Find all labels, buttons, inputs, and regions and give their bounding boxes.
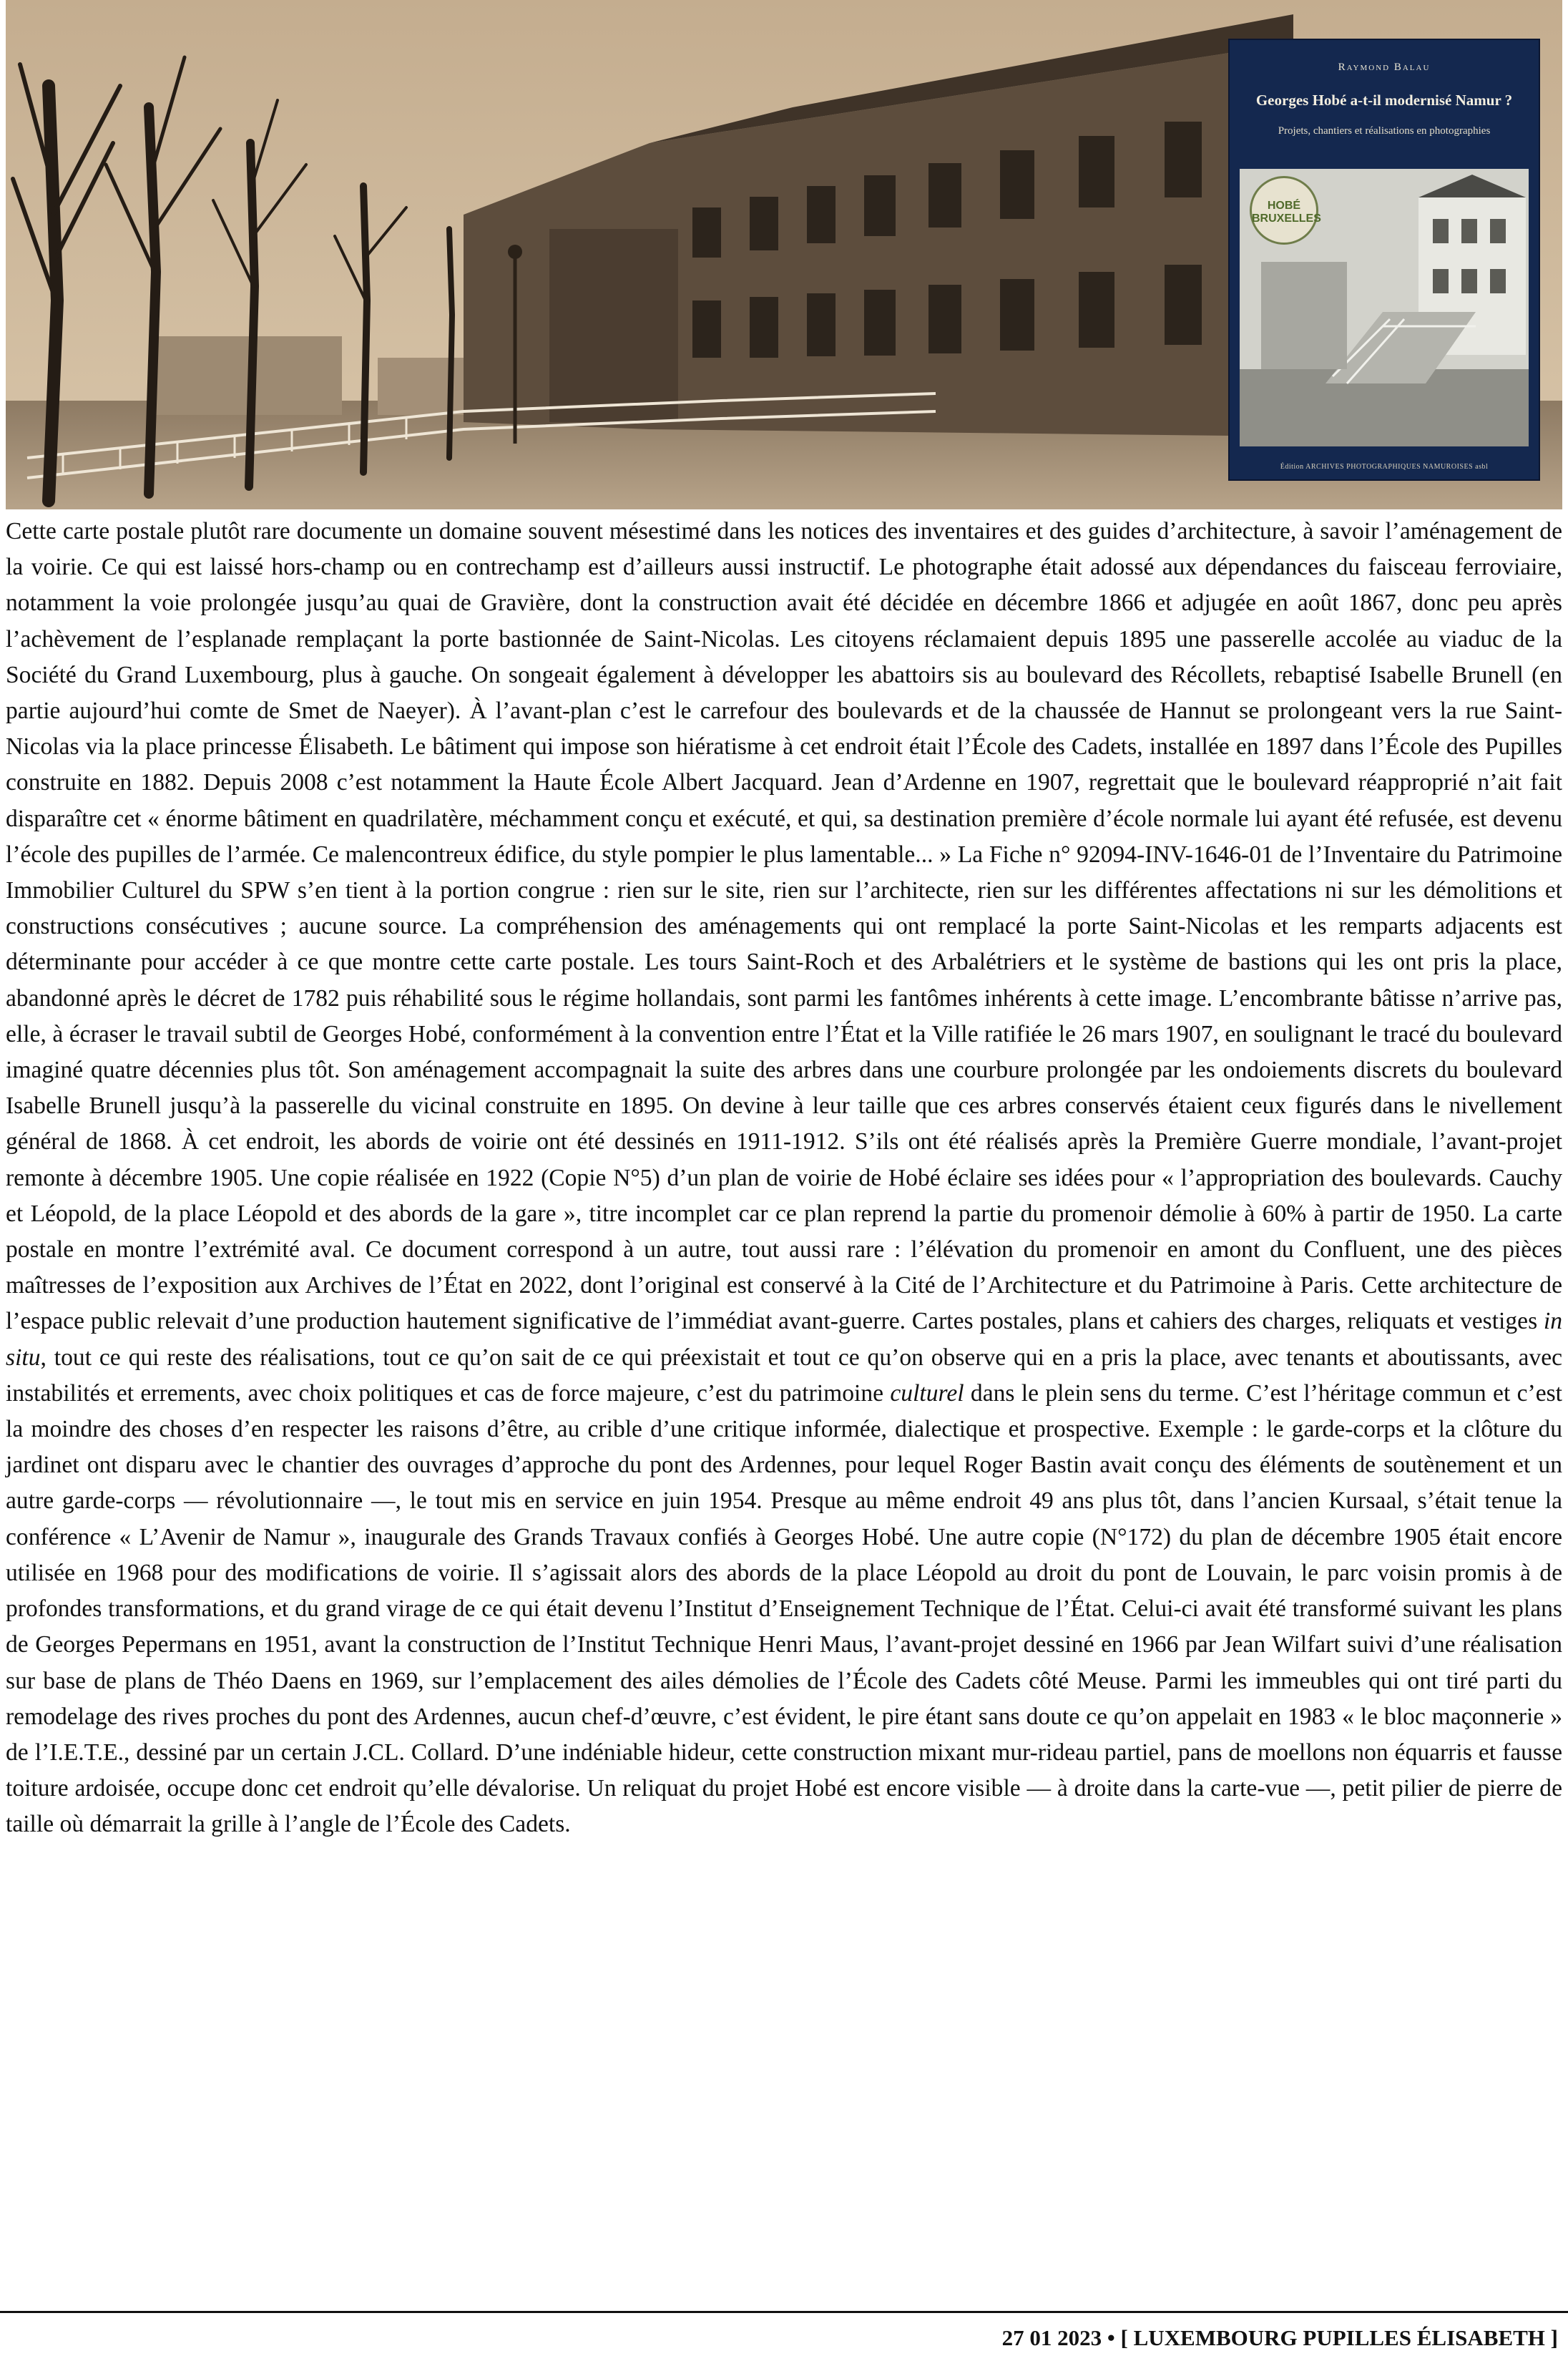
article-text-part-2: , tout ce qui reste des réalisations, tout ce qu’on sait de ce qui préexistait et tout ce qu’on observe qui en a pris la place, avec tenants et aboutissants, avec instabilités et errements, avec choix politiques et cas de force majeure, c’est du patrimoine bbox=[6, 1344, 1562, 1407]
article-text-part-3: dans le plein sens du terme. C’est l’héritage commun et c’est la moindre des choses d’en respecter les raisons d’être, au crible d’une critique informée, dialectique et prospective. Exemple : le garde-corps et la clôture du jardinet ont disparu avec le chantier des ouvrages d’approche du pont des Ardennes, pour lequel Roger Bastin avait conçu des éléments de soutènement et un autre garde-corps — révolutionnaire —, le tout mis en service en juin 1954. Presque au même endroit 49 ans plus tôt, dans l’ancien Kursaal, s’était tenue la conférence « L’Avenir de Namur », inaugurale des Grands Travaux confiés à Georges Hobé. Une autre copie (N°172) du plan de décembre 1905 était encore utilisée en 1968 pour des modifications de voirie. Il s’agissait alors des abords de la place Léopold au droit du pont de Louvain, le parc voisin promis à de profondes transformations, et du grand virage de ce qui était devenu l’Institut d’Enseignement Technique de l’État. Celui-ci avait été transformé suivant les plans de Georges Pepermans en 1951, avant la construction de l’Institut Technique Henri Maus, l’avant-projet dessiné en 1966 par Jean Wilfart suivi d’une réalisation sur base de plans de Théo Daens en 1969, sur l’emplacement des ailes démolies de l’École des Cadets côté Meuse. Parmi les immeubles qui ont tiré parti du remodelage des rives proches du pont des Ardennes, aucun chef-d’œuvre, c’est évident, le pire étant sans doute ce qu’on appelait en 1983 « le bloc maçonnerie » de l’I.E.T.E., dessiné par un certain J.CL. Collard. D’une indéniable hideur, cette construction mixant mur-rideau partiel, pans de moellons non équarris et fausse toiture ardoisée, occupe donc cet endroit qu’elle dévalorise. Un reliquat du projet Hobé est encore visible — à droite dans la carte-vue —, petit pilier de pierre de taille où démarrait la grille à l’angle de l’École des Cadets. bbox=[6, 1379, 1563, 1838]
article-emphasis-in-situ: in situ bbox=[6, 1308, 1562, 1371]
book-cover-photo bbox=[1240, 169, 1529, 446]
book-author: Raymond Balau bbox=[1338, 62, 1431, 73]
book-subtitle: Projets, chantiers et réalisations en photographies bbox=[1278, 125, 1491, 137]
article-paragraph bbox=[6, 514, 1562, 1843]
book-publisher: Édition ARCHIVES PHOTOGRAPHIQUES NAMUROISES asbl bbox=[1280, 463, 1489, 471]
postcard-photo bbox=[6, 0, 1562, 509]
article-text-part-1: Cette carte postale plutôt rare documente un domaine souvent mésestimé dans les notices des inventaires et des guides d’architecture, à savoir l’aménagement de la voirie. Ce qui est laissé hors-champ ou en contrechamp est d’ailleurs aussi instructif. Le photographe était adossé aux dépendances du faisceau ferroviaire, notamment la voie prolongée jusqu’au quai de Gravière, dont la construction avait été décidée en décembre 1866 et adjugée en août 1867, donc peu après l’achèvement de l’esplanade remplaçant la porte bastionnée de Saint-Nicolas. Les citoyens réclamaient depuis 1895 une passerelle accolée au viaduc de la Société du Grand Luxembourg, plus à gauche. On songeait également à développer les abattoirs sis au boulevard des Récollets, rebaptisé Isabelle Brunell (en partie aujourd’hui comte de Smet de Naeyer). À l’avant-plan c’est le carrefour des boulevards et de la chaussée de Hannut se prolongeant vers la rue Saint-Nicolas via la place princesse Élisabeth. Le bâtiment qui impose son hiératisme à cet endroit était l’École des Cadets, installée en 1897 dans l’École des Pupilles construite en 1882. Depuis 2008 c’est notamment la Haute École Albert Jacquard. Jean d’Ardenne en 1907, regrettait que le boulevard réapproprié n’ait fait disparaître cet « énorme bâtiment en quadrilatère, méchamment conçu et exécuté, et qui, sa destination première d’école normale lui ayant été refusée, est devenu l’école des pupilles de l’armée. Ce malencontreux édifice, du style pompier le plus lamentable... » La Fiche n° 92094-INV-1646-01 de l’Inventaire du Patrimoine Immobilier Culturel du SPW s’en tient à la portion congrue : rien sur le site, rien sur l’architecte, rien sur les différentes affectations ni sur les démolitions et constructions consécutives ; aucune source. La compréhension des aménagements qui ont remplacé la porte Saint-Nicolas et les remparts adjacents est déterminante pour accéder à ce que montre cette carte postale. Les tours Saint-Roch et des Arbalétriers et le système de bastions qui les ont pris la place, abandonné après le décret de 1782 puis réhabilité sous le régime hollandais, sont parmi les fantômes inhérents à cette image. L’encombrante bâtisse n’arrive pas, elle, à écraser le travail subtil de Georges Hobé, conformément à la convention entre l’État et la Ville ratifiée le 26 mars 1907, en soulignant le tracé du boulevard imaginé quatre décennies plus tôt. Son aménagement accompagnait la suite des arbres dans une courbure prolongée par les ondoiements discrets du boulevard Isabelle Brunell jusqu’à la passerelle du vicinal construite en 1895. On devine à leur taille que ces arbres conservés étaient ceux figurés dans le nivellement général de 1868. À cet endroit, les abords de voirie ont été dessinés en 1911-1912. S’ils ont été réalisés après la Première Guerre mondiale, l’avant-projet remonte à décembre 1905. Une copie réalisée en 1922 (Copie N°5) d’un plan de voirie de Hobé éclaire ses idées pour « l’appropriation des boulevards. Cauchy et Léopold, de la place Léopold et des abords de la gare », titre incomplet car ce plan reprend la partie du promenoir démolie à 60% à partir de 1950. La carte postale en montre l’extrémité aval. Ce document correspond à un autre, tout aussi rare : l’élévation du promenoir en amont du Confluent, une des pièces maîtresses de l’exposition aux Archives de l’État en 2022, dont l’original est conservé à la Cité de l’Architecture et du Patrimoine à Paris. Cette architecture de l’espace public relevait d’une production hautement significative de l’immédiat avant-guerre. Cartes postales, plans et cahiers des charges, reliquats et vestiges bbox=[6, 518, 1562, 1335]
hobe-logo: HOBÉ BRUXELLES bbox=[1250, 176, 1318, 245]
article-body bbox=[6, 514, 1562, 1843]
book-title: Georges Hobé a-t-il modernisé Namur ? bbox=[1255, 92, 1513, 109]
book-cover bbox=[1230, 40, 1539, 479]
footer-label: 27 01 2023 • [ LUXEMBOURG PUPILLES ÉLISABETH ] bbox=[1001, 2325, 1558, 2350]
footer-divider bbox=[0, 2311, 1568, 2313]
article-emphasis-culturel: culturel bbox=[890, 1379, 964, 1407]
